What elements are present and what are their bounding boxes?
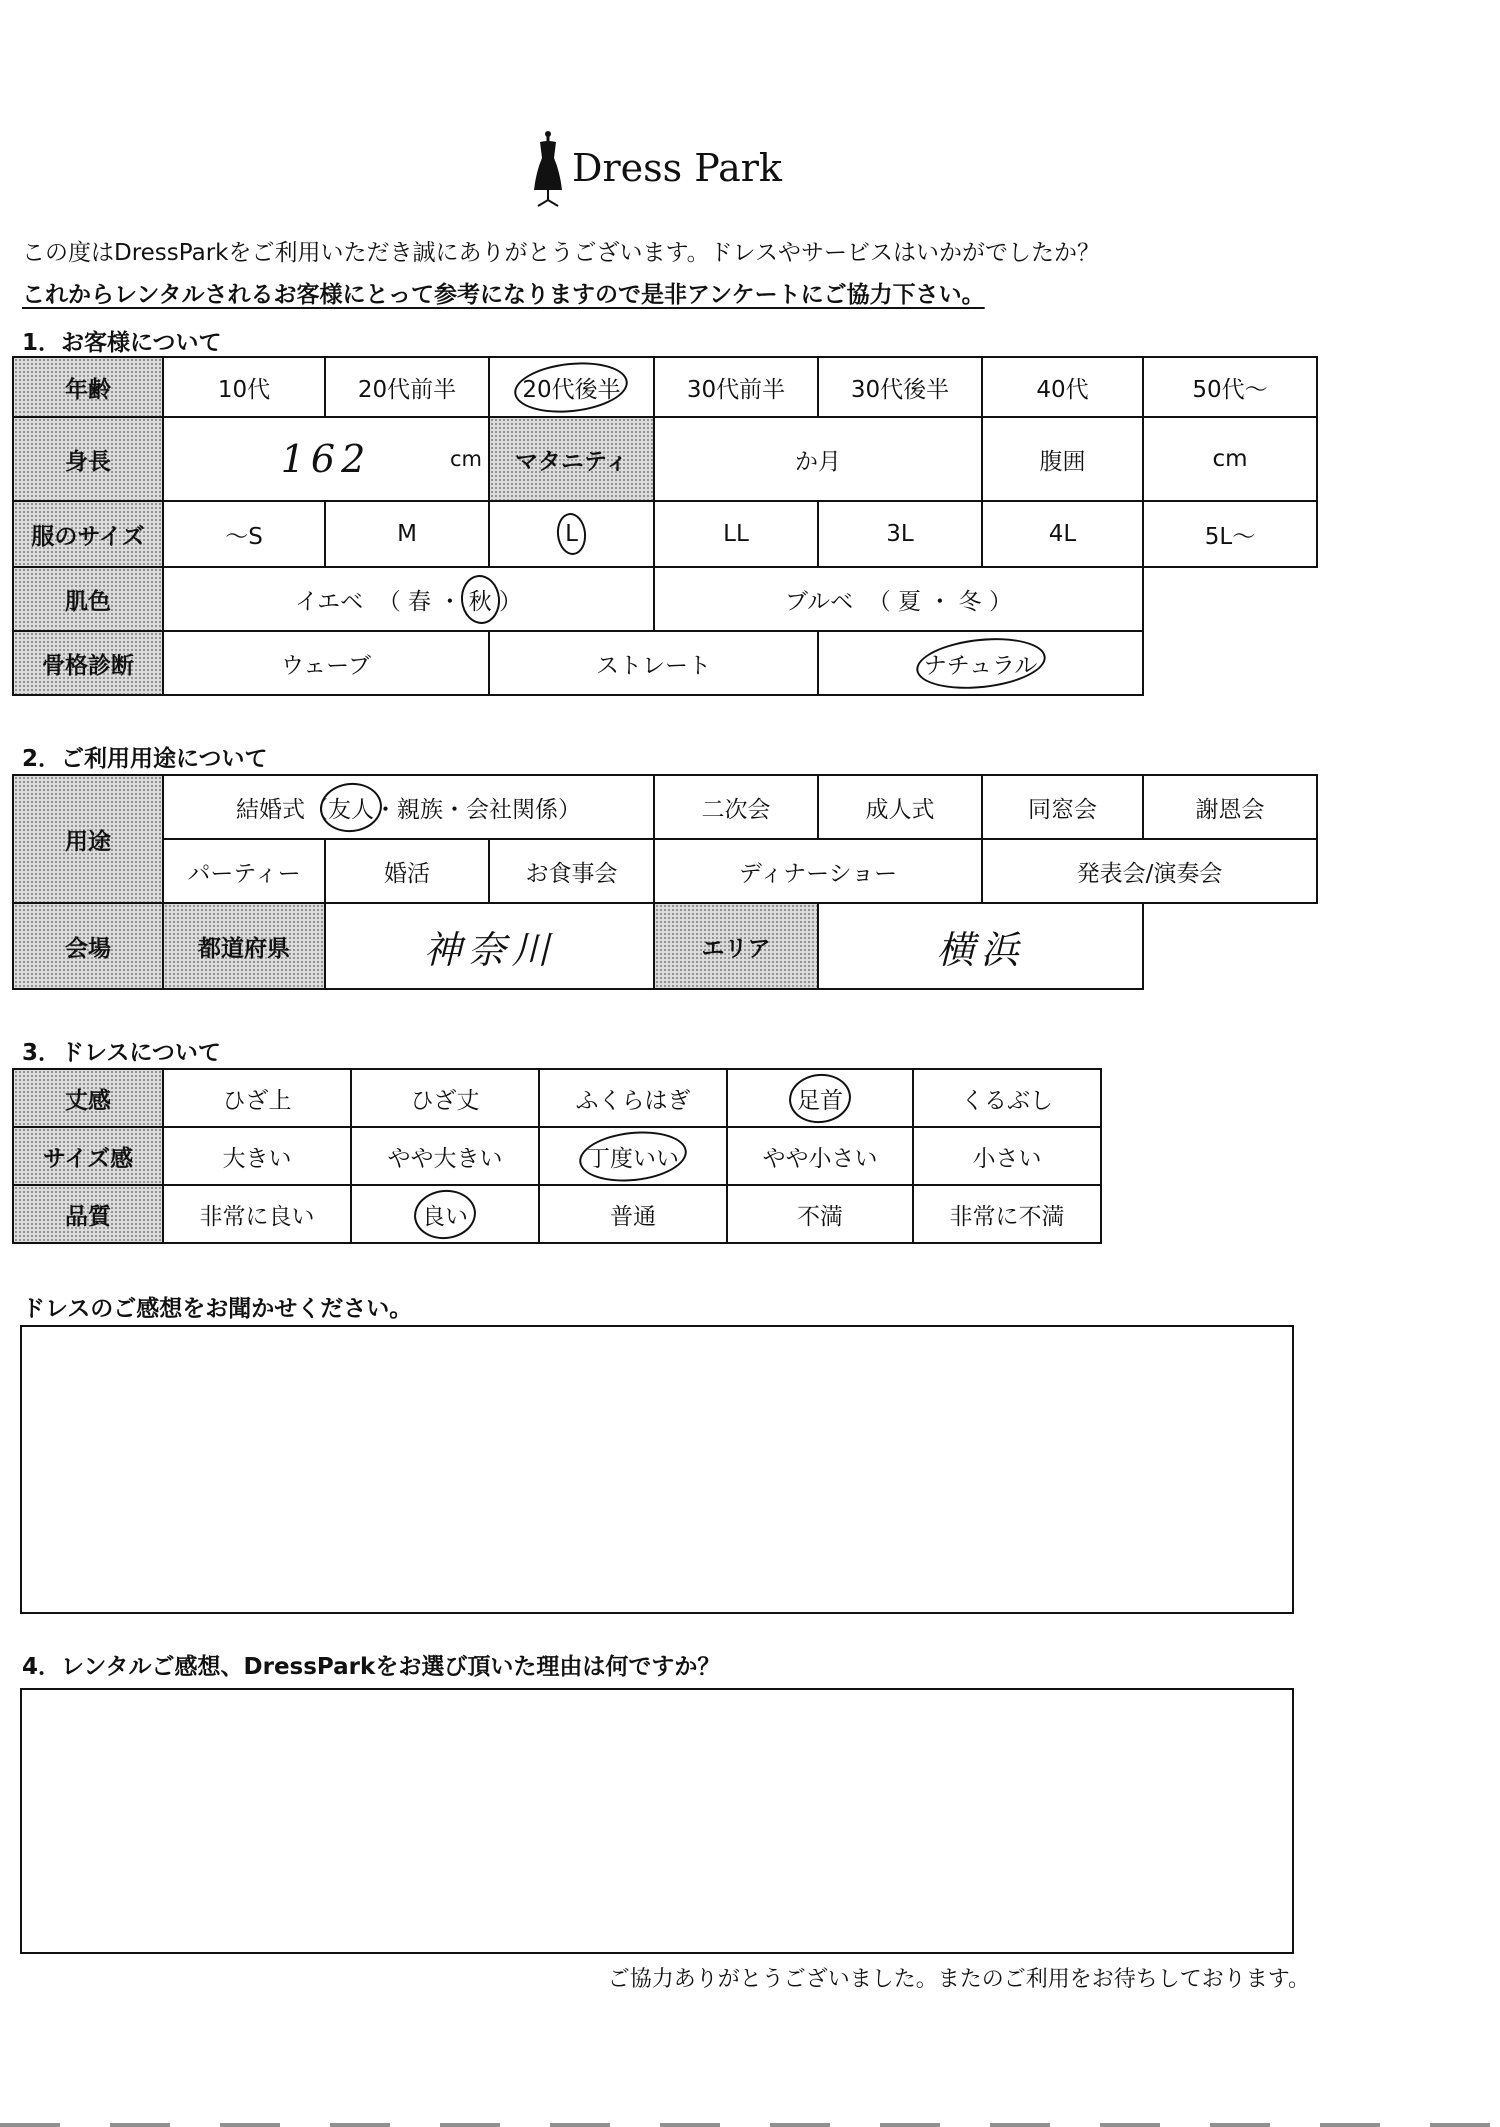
quality-option[interactable]: 不満 xyxy=(727,1185,913,1243)
prefecture-value: 神奈川 xyxy=(423,927,556,972)
wedding-suffix: ） xyxy=(558,796,582,823)
frame-option[interactable]: ウェーブ xyxy=(163,631,489,695)
wedding-option[interactable]: 会社関係 xyxy=(466,796,559,823)
age-label: 年齢 xyxy=(13,357,163,417)
quality-option-selected[interactable] xyxy=(351,1185,539,1243)
scan-artifact-line xyxy=(0,2123,1500,2127)
frame-row xyxy=(13,631,1317,695)
maternity-months-field[interactable] xyxy=(654,417,982,501)
waist-label: 腹囲 xyxy=(982,417,1143,501)
fit-label: サイズ感 xyxy=(13,1127,163,1185)
height-label: 身長 xyxy=(13,417,163,501)
age-option[interactable]: 20代前半 xyxy=(325,357,489,417)
skin-selected-mark[interactable]: 秋 xyxy=(469,583,492,616)
months-unit: か月 xyxy=(795,448,841,475)
length-option[interactable]: ひざ丈 xyxy=(351,1069,539,1127)
fit-option[interactable]: 大きい xyxy=(163,1127,351,1185)
brand-name: Dress Park xyxy=(572,146,782,190)
frame-label: 骨格診断 xyxy=(13,631,163,695)
prefecture-field[interactable] xyxy=(325,903,654,989)
age-option[interactable]: 50代〜 xyxy=(1143,357,1317,417)
wedding-selected-mark[interactable]: 友人 xyxy=(328,791,374,824)
fit-option-selected[interactable] xyxy=(539,1127,727,1185)
closing-message: ご協力ありがとうございました。またのご利用をお待ちしております。 xyxy=(607,1967,1310,1992)
purpose-option[interactable]: ディナーショー xyxy=(654,839,982,903)
quality-option[interactable]: 非常に良い xyxy=(163,1185,351,1243)
size-option[interactable]: 〜S xyxy=(163,501,325,567)
skin-option[interactable]: 冬 xyxy=(958,588,982,615)
dress-form-icon xyxy=(530,128,566,208)
skin-row xyxy=(13,567,1317,631)
dress-table xyxy=(12,1068,1102,1244)
empty-cell xyxy=(1143,567,1317,631)
area-label: エリア xyxy=(654,903,818,989)
length-option[interactable]: ふくらはぎ xyxy=(539,1069,727,1127)
size-option[interactable]: M xyxy=(325,501,489,567)
age-selected-mark: 20代後半 xyxy=(522,371,620,404)
yellow-base-field[interactable]: イエベ （ 春 ・ 秋 ） xyxy=(163,567,654,631)
age-option[interactable]: 40代 xyxy=(982,357,1143,417)
customer-table xyxy=(12,356,1318,696)
fit-row xyxy=(13,1127,1101,1185)
size-option[interactable]: LL xyxy=(654,501,818,567)
rental-comment-box[interactable] xyxy=(20,1688,1294,1954)
fit-option[interactable]: 小さい xyxy=(913,1127,1101,1185)
purpose-option[interactable]: 同窓会 xyxy=(982,775,1143,839)
quality-label: 品質 xyxy=(13,1185,163,1243)
yellow-base-label: イエベ xyxy=(295,588,364,615)
section-2-title: 2．ご利用用途について xyxy=(22,746,268,772)
wedding-option[interactable]: 親族 xyxy=(397,796,444,823)
frame-option-selected[interactable] xyxy=(818,631,1143,695)
venue-row xyxy=(13,903,1317,989)
length-option[interactable]: くるぶし xyxy=(913,1069,1101,1127)
quality-selected-mark: 良い xyxy=(422,1198,468,1231)
age-option[interactable]: 30代後半 xyxy=(818,357,982,417)
usage-table xyxy=(12,774,1318,990)
length-selected-mark: 足首 xyxy=(797,1082,843,1115)
skin-label: 肌色 xyxy=(13,567,163,631)
waist-unit: cm xyxy=(1212,446,1248,472)
empty-cell xyxy=(1143,631,1317,695)
section-3-title: 3．ドレスについて xyxy=(22,1040,221,1066)
waist-field[interactable] xyxy=(1143,417,1317,501)
intro-line-1: この度はDressParkをご利用いただき誠にありがとうございます。ドレスやサービスはいかがでしたか？ xyxy=(22,240,1100,266)
purpose-option[interactable]: 発表会/演奏会 xyxy=(982,839,1317,903)
frame-selected-mark: ナチュラル xyxy=(924,647,1038,680)
size-option[interactable]: 5L〜 xyxy=(1143,501,1317,567)
size-label: 服のサイズ xyxy=(13,501,163,567)
height-row xyxy=(13,417,1317,501)
prefecture-label: 都道府県 xyxy=(163,903,325,989)
length-option-selected[interactable] xyxy=(727,1069,913,1127)
blue-base-field[interactable]: ブルベ （ 夏 ・ 冬 ） xyxy=(654,567,1143,631)
age-option[interactable]: 10代 xyxy=(163,357,325,417)
length-row xyxy=(13,1069,1101,1127)
section-4-title: 4．レンタルご感想、DressParkをお選び頂いた理由は何ですか？ xyxy=(22,1654,721,1680)
purpose-option[interactable]: 婚活 xyxy=(325,839,489,903)
wedding-field[interactable]: 結婚式（友人・親族・会社関係） xyxy=(163,775,654,839)
fit-option[interactable]: やや大きい xyxy=(351,1127,539,1185)
purpose-option[interactable]: 謝恩会 xyxy=(1143,775,1317,839)
fit-selected-mark: 丁度いい xyxy=(587,1140,679,1173)
wedding-prefix: 結婚式（ xyxy=(236,796,329,823)
intro-line-2: これからレンタルされるお客様にとって参考になりますので是非アンケートにご協力下さい。 xyxy=(22,282,985,308)
size-selected-mark: L xyxy=(565,521,578,547)
area-value: 横浜 xyxy=(936,927,1025,972)
fit-option[interactable]: やや小さい xyxy=(727,1127,913,1185)
size-option[interactable]: 4L xyxy=(982,501,1143,567)
purpose-option[interactable]: 成人式 xyxy=(818,775,982,839)
skin-option[interactable]: 夏 xyxy=(898,588,922,615)
purpose-option[interactable]: お食事会 xyxy=(489,839,654,903)
section-1-title: 1．お客様について xyxy=(22,330,222,356)
size-row xyxy=(13,501,1317,567)
brand-logo xyxy=(530,128,790,208)
purpose-label: 用途 xyxy=(13,775,163,903)
dress-comment-box[interactable] xyxy=(20,1325,1294,1614)
area-field[interactable] xyxy=(818,903,1143,989)
purpose-row-1 xyxy=(13,775,1317,839)
size-option-selected[interactable] xyxy=(489,501,654,567)
age-option-selected[interactable] xyxy=(489,357,654,417)
age-option[interactable]: 30代前半 xyxy=(654,357,818,417)
length-option[interactable]: ひざ上 xyxy=(163,1069,351,1127)
purpose-option[interactable]: パーティー xyxy=(163,839,325,903)
quality-row xyxy=(13,1185,1101,1243)
height-field[interactable] xyxy=(163,417,489,501)
size-option[interactable]: 3L xyxy=(818,501,982,567)
quality-option[interactable]: 普通 xyxy=(539,1185,727,1243)
purpose-row-2 xyxy=(13,839,1317,903)
quality-option[interactable]: 非常に不満 xyxy=(913,1185,1101,1243)
purpose-option[interactable]: 二次会 xyxy=(654,775,818,839)
frame-option[interactable]: ストレート xyxy=(489,631,818,695)
age-row xyxy=(13,357,1317,417)
height-value: 162 xyxy=(280,437,372,481)
dress-comment-label: ドレスのご感想をお聞かせください。 xyxy=(22,1296,413,1322)
height-unit: cm xyxy=(449,447,482,471)
skin-option[interactable]: 春 xyxy=(408,588,432,615)
blue-base-label: ブルベ xyxy=(785,588,854,615)
length-label: 丈感 xyxy=(13,1069,163,1127)
venue-label: 会場 xyxy=(13,903,163,989)
empty-cell xyxy=(1143,903,1317,989)
maternity-label: マタニティ xyxy=(489,417,654,501)
